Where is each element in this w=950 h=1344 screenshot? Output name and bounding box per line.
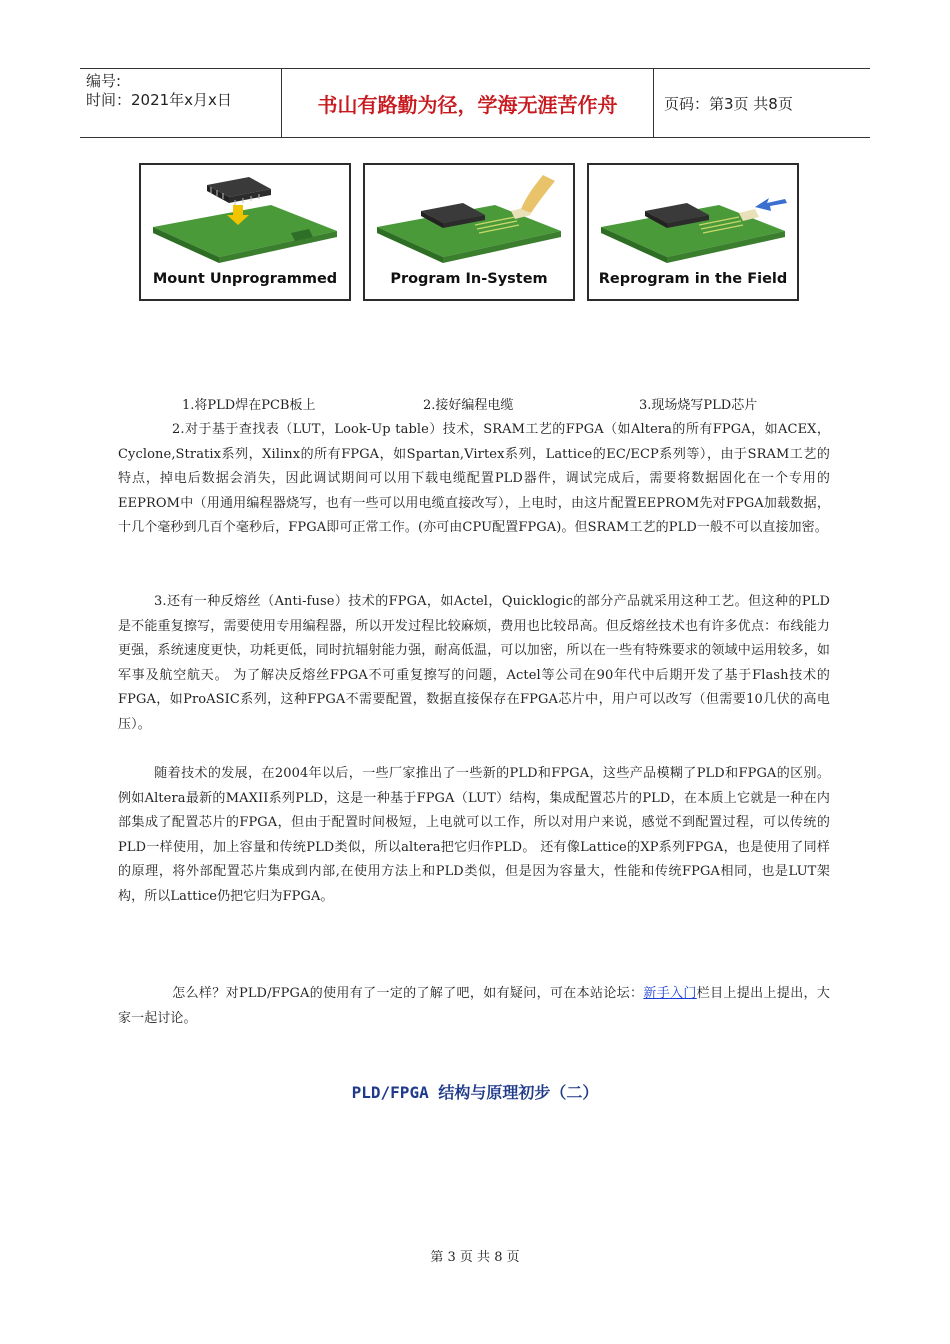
paragraph-text: 3.还有一种反熔丝（Anti-fuse）技术的FPGA，如Actel，Quicklogic的部分产品就采用这种工艺。但这种的PLD是不能重复擦写，需要使用专用编程器，所以开发过程比较麻烦，费用也比较昂高。但反熔丝技术也有许多优点：布线能力更强，系统速度更快，功耗更低，同时抗辐射能力强，耐高低温，可以加密，所以在一些有特殊要求的领域中运用较多，如军事及航空航天。 为了解决反熔丝FPGA不可重复擦写的问题，Actel等公司在90年代中后期开发了基于Flash技术的FPGA，如ProASIC系列，这种FPGA不需要配置，数据直接保存在FPGA芯片中，用户可以改写（但需要10几伏的高电压）。 — [118, 594, 830, 732]
header-page-info: 页码：第3页 共8页 — [664, 94, 793, 113]
arrow-icon — [755, 198, 787, 211]
figure-mount-unprogrammed — [139, 163, 351, 301]
step-3: 3.现场烧写PLD芯片 — [639, 398, 758, 413]
time-label: 时间：2021年x月x日 — [86, 91, 232, 109]
number-label: 编号: — [86, 72, 122, 90]
paragraph-forum — [118, 982, 830, 1031]
figure-reprogram-in-field — [587, 163, 799, 301]
step-2: 2.接好编程电缆 — [423, 398, 514, 413]
paragraph-text: 怎么样？对PLD/FPGA的使用有了一定的了解了吧，如有疑问，可在本站论坛： — [172, 986, 644, 1001]
paragraph-text: 2.对于基于查找表（LUT，Look-Up table）技术，SRAM工艺的FPGA（如Altera的所有FPGA，如ACEX，Cyclone,Stratix系列，Xilinx的所有FPGA，如Spartan,Virtex系列，Lattice的EC/ECP系列等），由于SRAM工艺的特点，掉电后数据会消失，因此调试期间可以用下载电缆配置PLD器件，调试完成后，需要将数据固化在一个专用的EEPROM中（用通用编程器烧写，也有一些可以用电缆直接改写），上电时，由这片配置EEPROM先对FPGA加载数据，十几个毫秒到几百个毫秒后，FPGA即可正常工作。(亦可由CPU配置FPGA)。但SRAM工艺的PLD一般不可以直接加密。 — [118, 422, 830, 535]
figure-caption: Mount Unprogrammed — [152, 271, 338, 287]
paragraph-text-end: 栏目上提出上提出，大家一起讨论。 — [118, 986, 830, 1026]
page-footer: 第 3 页 共 8 页 — [430, 1250, 520, 1265]
header-motto: 书山有路勤为径，学海无涯苦作舟 — [282, 69, 654, 137]
paragraph-antifuse — [118, 590, 830, 737]
figure-caption: Program In-System — [390, 271, 548, 287]
paragraph-text: 随着技术的发展，在2004年以后，一些厂家推出了一些新的PLD和FPGA，这些产品模糊了PLD和FPGA的区别。例如Altera最新的MAXII系列PLD，这是一种基于FPGA（LUT）结构，集成配置芯片的PLD，在本质上它就是一种在内部集成了配置芯片的FPGA，但由于配置时间极短，上电就可以工作，所以对用户来说，感觉不到配置过程，可以传统的PLD一样使用，加上容量和传统PLD类似，所以altera把它归作PLD。 还有像Lattice的XP系列FPGA，也是使用了同样的原理，将外部配置芯片集成到内部,在使用方法上和PLD类似，但是因为容量大，性能和传统FPGA相同，也是LUT架构，所以Lattice仍把它归为FPGA。 — [118, 766, 830, 904]
forum-link[interactable]: 新手入门 — [643, 986, 697, 1001]
step-1: 1.将PLD焊在PCB板上 — [182, 398, 316, 413]
section-title: PLD/FPGA 结构与原理初步（二） — [351, 1083, 599, 1102]
paragraph-trend — [118, 762, 830, 909]
figure-caption: Reprogram in the Field — [598, 271, 788, 287]
header-meta — [80, 69, 282, 137]
figure-program-in-system — [363, 163, 575, 301]
paragraph-sram — [118, 418, 830, 541]
document-header — [80, 68, 870, 138]
